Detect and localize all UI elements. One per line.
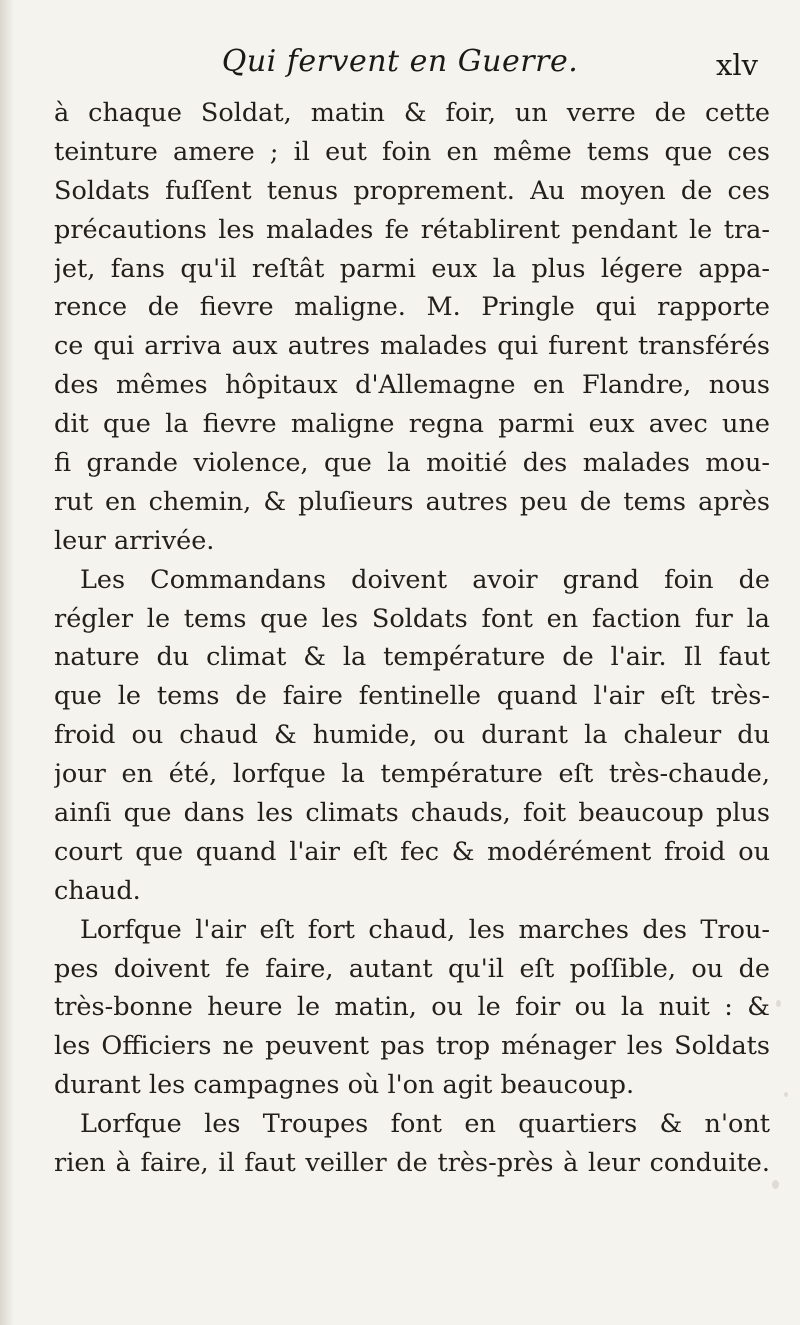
text-line: teinture amere ; il eut foin en même tems que ces [54,136,770,167]
ink-speck [784,1092,788,1097]
text-line: jet, fans qu'il reſtât parmi eux la plus légere appa- [54,253,770,284]
ink-speck [776,1000,781,1007]
text-line: chaud. [54,875,141,906]
text-line: froid ou chaud & humide, ou durant la chaleur du [54,720,770,751]
text-line: ce qui arriva aux autres malades qui furent transférés [54,331,770,362]
text-line: rien à faire, il faut veiller de très-près à leur conduite. [54,1148,770,1179]
body-text [54,94,770,1183]
text-line: à chaque Soldat, matin & foir, un verre de cette [54,98,770,128]
text-line: rence de fievre maligne. M. Pringle qui rapporte [54,292,770,323]
text-line: que le tems de faire fentinelle quand l'air eſt très- [54,681,770,712]
text-line: très-bonne heure le matin, ou le foir ou la nuit : & [54,992,770,1023]
page-gutter-shadow [0,0,14,1325]
text-line: régler le tems que les Soldats font en faction fur la [54,603,770,634]
ink-speck [772,1180,779,1189]
text-line: nature du climat & la température de l'air. Il faut [54,642,770,673]
page-header [0,44,800,88]
text-line: court que quand l'air eſt fec & modérément froid ou [54,836,770,867]
text-line: Lorfque l'air eſt fort chaud, les marches des Trou- [80,914,770,945]
text-line: Les Commandans doivent avoir grand foin de [80,564,770,595]
page-number: xlv [715,48,758,82]
text-line: Soldats fuſſent tenus proprement. Au moyen de ces [54,175,770,206]
text-line: leur arrivée. [54,525,215,556]
text-line: dit que la fievre maligne regna parmi eux avec une [54,409,770,440]
text-line: précautions les malades fe rétablirent pendant le tra- [54,214,770,245]
text-line: fi grande violence, que la moitié des malades mou- [54,448,770,479]
text-line: ainſi que dans les climats chauds, foit beaucoup plus [54,798,770,829]
text-line: pes doivent fe faire, autant qu'il eſt poſſible, ou de [54,953,770,984]
text-line: Lorfque les Troupes font en quartiers & n'ont [80,1109,770,1140]
running-title: Qui fervent en Guerre. [221,44,579,79]
text-line: jour en été, lorfque la température eſt très-chaude, [54,759,770,790]
text-line: durant les campagnes où l'on agit beaucoup. [54,1070,635,1101]
text-line: les Officiers ne peuvent pas trop ménager les Soldats [54,1031,770,1062]
text-line: rut en chemin, & pluſieurs autres peu de tems après [54,486,770,517]
text-line: des mêmes hôpitaux d'Allemagne en Flandre, nous [54,370,770,401]
